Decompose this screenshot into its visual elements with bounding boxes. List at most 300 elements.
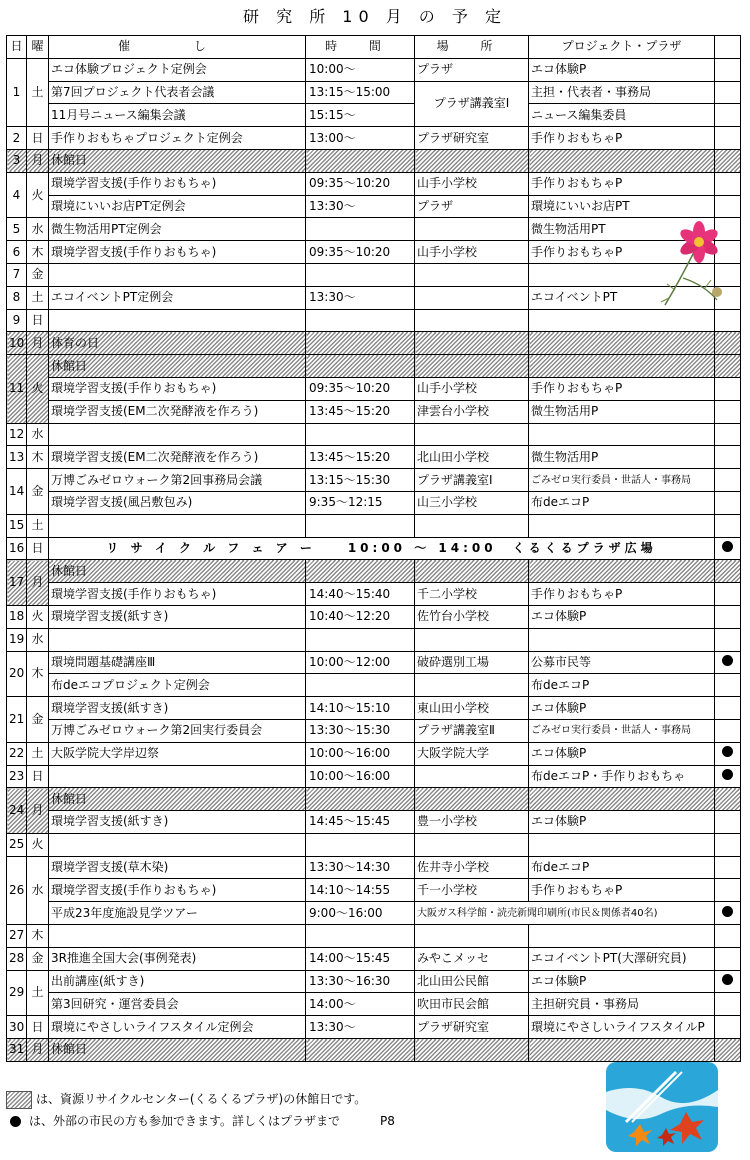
day-cell: 20 bbox=[7, 651, 27, 697]
project-cell: 布deエコP bbox=[529, 491, 715, 514]
project-cell: ごみゼロ実行委員・世話人・事務局 bbox=[529, 719, 715, 742]
table-row bbox=[7, 947, 741, 970]
time-cell bbox=[306, 925, 415, 948]
table-row bbox=[7, 218, 741, 241]
time-cell: 9:35～12:15 bbox=[306, 491, 415, 514]
project-cell: ごみゼロ実行委員・世話人・事務局 bbox=[529, 469, 715, 492]
time-cell bbox=[306, 218, 415, 241]
table-row bbox=[7, 377, 741, 400]
day-cell: 21 bbox=[7, 697, 27, 743]
time-cell bbox=[306, 149, 415, 172]
day-cell: 17 bbox=[7, 560, 27, 606]
place-cell: プラザ講義室Ⅱ bbox=[415, 719, 529, 742]
day-cell: 23 bbox=[7, 765, 27, 788]
event-cell bbox=[49, 833, 306, 856]
header-day: 日 bbox=[7, 36, 27, 59]
dot-cell bbox=[715, 423, 741, 446]
day-cell: 8 bbox=[7, 286, 27, 309]
event-cell: 休館日 bbox=[49, 355, 306, 378]
event-cell: 環境にやさしいライフスタイル定例会 bbox=[49, 1016, 306, 1039]
weekday-cell: 火 bbox=[27, 605, 49, 628]
dot-cell bbox=[715, 58, 741, 81]
dot-cell bbox=[715, 925, 741, 948]
event-cell: 休館日 bbox=[49, 788, 306, 811]
dot-cell bbox=[715, 947, 741, 970]
event-cell: 第7回プロジェクト代表者会議 bbox=[49, 81, 306, 104]
time-cell bbox=[306, 788, 415, 811]
place-cell bbox=[415, 788, 529, 811]
event-cell: 休館日 bbox=[49, 560, 306, 583]
project-cell: エコ体験P bbox=[529, 605, 715, 628]
page-title: 研 究 所 10 月 の 予 定 bbox=[243, 7, 507, 26]
project-cell: 手作りおもちゃP bbox=[529, 172, 715, 195]
dot-cell bbox=[715, 1016, 741, 1039]
time-cell: 10:00～16:00 bbox=[306, 742, 415, 765]
dot-cell bbox=[715, 833, 741, 856]
time-cell: 13:30～ bbox=[306, 1016, 415, 1039]
place-cell bbox=[415, 286, 529, 309]
table-row bbox=[7, 537, 741, 560]
place-cell: プラザ講義室Ⅰ bbox=[415, 469, 529, 492]
weekday-cell: 土 bbox=[27, 742, 49, 765]
day-cell: 24 bbox=[7, 788, 27, 834]
time-cell bbox=[306, 263, 415, 286]
weekday-cell: 土 bbox=[27, 286, 49, 309]
weekday-cell: 日 bbox=[27, 309, 49, 332]
event-cell: 布deエコプロジェクト定例会 bbox=[49, 674, 306, 697]
day-cell: 19 bbox=[7, 628, 27, 651]
dot-cell bbox=[715, 970, 741, 993]
table-row bbox=[7, 400, 741, 423]
project-cell bbox=[529, 788, 715, 811]
dot-cell bbox=[715, 811, 741, 834]
page-number: P8 bbox=[380, 1114, 395, 1128]
table-row bbox=[7, 674, 741, 697]
time-cell: 13:45～15:20 bbox=[306, 446, 415, 469]
event-cell bbox=[49, 263, 306, 286]
weekday-cell: 木 bbox=[27, 446, 49, 469]
event-cell: 環境学習支援(風呂敷包み) bbox=[49, 491, 306, 514]
project-cell: 手作りおもちゃP bbox=[529, 241, 715, 264]
table-row bbox=[7, 491, 741, 514]
place-cell: 山手小学校 bbox=[415, 377, 529, 400]
table-row bbox=[7, 149, 741, 172]
day-cell: 31 bbox=[7, 1039, 27, 1062]
weekday-cell: 月 bbox=[27, 560, 49, 606]
event-cell: 環境学習支援(手作りおもちゃ) bbox=[49, 583, 306, 606]
table-row bbox=[7, 993, 741, 1016]
dot-cell bbox=[715, 332, 741, 355]
project-cell: 公募市民等 bbox=[529, 651, 715, 674]
weekday-cell: 日 bbox=[27, 765, 49, 788]
table-row bbox=[7, 127, 741, 150]
project-cell bbox=[529, 1039, 715, 1062]
weekday-cell: 金 bbox=[27, 469, 49, 515]
place-cell: 大阪ガス科学館・読売新聞印刷所(市民＆関係者40名) bbox=[415, 902, 715, 925]
day-cell: 25 bbox=[7, 833, 27, 856]
time-cell: 14:10～15:10 bbox=[306, 697, 415, 720]
hatch-swatch bbox=[6, 1091, 32, 1109]
table-row bbox=[7, 902, 741, 925]
dot-cell bbox=[715, 1039, 741, 1062]
day-cell: 18 bbox=[7, 605, 27, 628]
dot-cell bbox=[715, 993, 741, 1016]
day-cell: 28 bbox=[7, 947, 27, 970]
project-cell: 微生物活用P bbox=[529, 446, 715, 469]
weekday-cell: 月 bbox=[27, 149, 49, 172]
place-cell bbox=[415, 560, 529, 583]
place-cell: 破砕選別工場 bbox=[415, 651, 529, 674]
time-cell bbox=[306, 423, 415, 446]
weekday-cell: 月 bbox=[27, 332, 49, 355]
dot-cell bbox=[715, 856, 741, 879]
table-row bbox=[7, 332, 741, 355]
time-cell bbox=[306, 1039, 415, 1062]
place-cell: プラザ bbox=[415, 195, 529, 218]
table-row bbox=[7, 286, 741, 309]
dot-cell bbox=[715, 742, 741, 765]
day-cell: 2 bbox=[7, 127, 27, 150]
time-cell: 13:30～ bbox=[306, 195, 415, 218]
weekday-cell: 金 bbox=[27, 263, 49, 286]
time-cell: 14:00～15:45 bbox=[306, 947, 415, 970]
day-cell: 1 bbox=[7, 58, 27, 126]
event-cell: 大阪学院大学岸辺祭 bbox=[49, 742, 306, 765]
time-cell: 10:00～ bbox=[306, 58, 415, 81]
project-cell bbox=[529, 355, 715, 378]
time-cell: 09:35～10:20 bbox=[306, 241, 415, 264]
day-cell: 9 bbox=[7, 309, 27, 332]
fair-banner: リ サ イ ク ル フ ェ ア ー 10:00 ～ 14:00 くるくるプラザ広場 bbox=[49, 537, 715, 560]
table-row bbox=[7, 58, 741, 81]
dot-cell bbox=[715, 81, 741, 104]
time-cell: 13:30～16:30 bbox=[306, 970, 415, 993]
legend-closed: は、資源リサイクルセンター(くるくるプラザ)の休館日です。 bbox=[6, 1088, 395, 1110]
weekday-cell: 水 bbox=[27, 628, 49, 651]
time-cell bbox=[306, 514, 415, 537]
table-row bbox=[7, 856, 741, 879]
project-cell bbox=[529, 833, 715, 856]
project-cell: エコイベントPT(大澤研究員) bbox=[529, 947, 715, 970]
event-cell: 体育の日 bbox=[49, 332, 306, 355]
dot-cell bbox=[715, 537, 741, 560]
event-cell: 環境学習支援(手作りおもちゃ) bbox=[49, 879, 306, 902]
table-row bbox=[7, 446, 741, 469]
place-cell: 山手小学校 bbox=[415, 241, 529, 264]
day-cell: 27 bbox=[7, 925, 27, 948]
dot-cell bbox=[715, 674, 741, 697]
place-cell: 山三小学校 bbox=[415, 491, 529, 514]
table-row bbox=[7, 925, 741, 948]
day-cell: 12 bbox=[7, 423, 27, 446]
dot-cell bbox=[715, 491, 741, 514]
time-cell: 14:45～15:45 bbox=[306, 811, 415, 834]
dot-cell bbox=[715, 765, 741, 788]
table-row bbox=[7, 81, 741, 104]
weekday-cell: 火 bbox=[27, 833, 49, 856]
dot-cell bbox=[715, 514, 741, 537]
event-cell: 休館日 bbox=[49, 1039, 306, 1062]
project-cell: 布deエコP bbox=[529, 856, 715, 879]
header-weekday: 曜 bbox=[27, 36, 49, 59]
project-cell: 微生物活用P bbox=[529, 400, 715, 423]
place-cell: 佐井寺小学校 bbox=[415, 856, 529, 879]
weekday-cell: 土 bbox=[27, 970, 49, 1016]
time-cell: 13:15～15:00 bbox=[306, 81, 415, 104]
project-cell: 布deエコP・手作りおもちゃ bbox=[529, 765, 715, 788]
table-row bbox=[7, 560, 741, 583]
event-cell bbox=[49, 309, 306, 332]
weekday-cell: 日 bbox=[27, 1016, 49, 1039]
place-cell: 北山田小学校 bbox=[415, 446, 529, 469]
project-cell: 手作りおもちゃP bbox=[529, 583, 715, 606]
cosmos-flower-image bbox=[655, 220, 735, 310]
place-cell: プラザ研究室 bbox=[415, 1016, 529, 1039]
weekday-cell: 日 bbox=[27, 127, 49, 150]
table-row bbox=[7, 765, 741, 788]
project-cell bbox=[529, 332, 715, 355]
participation-dot-icon bbox=[722, 746, 733, 757]
project-cell: 手作りおもちゃP bbox=[529, 377, 715, 400]
dot-cell bbox=[715, 560, 741, 583]
day-cell: 26 bbox=[7, 856, 27, 924]
participation-dot-icon bbox=[722, 769, 733, 780]
place-cell: 山手小学校 bbox=[415, 172, 529, 195]
table-row bbox=[7, 423, 741, 446]
table-row bbox=[7, 697, 741, 720]
time-cell bbox=[306, 833, 415, 856]
project-cell: 主担・代表者・事務局 bbox=[529, 81, 715, 104]
project-cell: エコ体験P bbox=[529, 811, 715, 834]
weekday-cell: 土 bbox=[27, 58, 49, 126]
header-place: 場 所 bbox=[415, 36, 529, 59]
table-row bbox=[7, 811, 741, 834]
event-cell: エコイベントPT定例会 bbox=[49, 286, 306, 309]
event-cell bbox=[49, 514, 306, 537]
event-cell: 環境学習支援(紙すき) bbox=[49, 605, 306, 628]
table-row bbox=[7, 469, 741, 492]
day-cell: 22 bbox=[7, 742, 27, 765]
weekday-cell: 金 bbox=[27, 697, 49, 743]
participation-dot-icon bbox=[722, 541, 733, 552]
time-cell: 09:35～10:20 bbox=[306, 377, 415, 400]
place-cell: 北山田公民館 bbox=[415, 970, 529, 993]
place-cell bbox=[415, 765, 529, 788]
table-row bbox=[7, 172, 741, 195]
place-cell: 千二小学校 bbox=[415, 583, 529, 606]
project-cell: 布deエコP bbox=[529, 674, 715, 697]
event-cell bbox=[49, 423, 306, 446]
place-cell bbox=[415, 218, 529, 241]
header-project: プロジェクト・プラザ bbox=[529, 36, 715, 59]
time-cell: 10:00～12:00 bbox=[306, 651, 415, 674]
day-cell: 6 bbox=[7, 241, 27, 264]
dot-cell bbox=[715, 583, 741, 606]
place-cell: 千一小学校 bbox=[415, 879, 529, 902]
event-cell bbox=[49, 765, 306, 788]
place-cell: プラザ bbox=[415, 58, 529, 81]
header-row bbox=[7, 36, 741, 59]
table-row bbox=[7, 628, 741, 651]
time-cell: 14:10～14:55 bbox=[306, 879, 415, 902]
table-row bbox=[7, 719, 741, 742]
event-cell: 環境学習支援(EM二次発酵液を作ろう) bbox=[49, 400, 306, 423]
time-cell bbox=[306, 628, 415, 651]
event-cell: 微生物活用PT定例会 bbox=[49, 218, 306, 241]
event-cell: 3R推進全国大会(事例発表) bbox=[49, 947, 306, 970]
event-cell: 環境問題基礎講座Ⅲ bbox=[49, 651, 306, 674]
project-cell: ニュース編集委員 bbox=[529, 104, 715, 127]
time-cell: 10:40～12:20 bbox=[306, 605, 415, 628]
weekday-cell: 水 bbox=[27, 423, 49, 446]
dot-cell bbox=[715, 719, 741, 742]
table-row bbox=[7, 651, 741, 674]
project-cell: エコ体験P bbox=[529, 697, 715, 720]
place-cell: 津雲台小学校 bbox=[415, 400, 529, 423]
weekday-cell: 月 bbox=[27, 1039, 49, 1062]
project-cell: エコイベントPT bbox=[529, 286, 715, 309]
day-cell: 11 bbox=[7, 355, 27, 423]
dot-cell bbox=[715, 309, 741, 332]
dot-cell bbox=[715, 377, 741, 400]
dot-cell bbox=[715, 400, 741, 423]
event-cell: 11月号ニュース編集会議 bbox=[49, 104, 306, 127]
time-cell: 10:00～16:00 bbox=[306, 765, 415, 788]
event-cell: 環境学習支援(草木染) bbox=[49, 856, 306, 879]
place-cell bbox=[415, 355, 529, 378]
table-row bbox=[7, 788, 741, 811]
weekday-cell: 木 bbox=[27, 651, 49, 697]
day-cell: 4 bbox=[7, 172, 27, 218]
place-cell bbox=[415, 833, 529, 856]
time-cell: 09:35～10:20 bbox=[306, 172, 415, 195]
project-cell: 微生物活用PT bbox=[529, 218, 715, 241]
table-row bbox=[7, 879, 741, 902]
weekday-cell: 金 bbox=[27, 947, 49, 970]
time-cell: 13:00～ bbox=[306, 127, 415, 150]
event-cell: 出前講座(紙すき) bbox=[49, 970, 306, 993]
weekday-cell: 土 bbox=[27, 514, 49, 537]
place-cell: プラザ講義室Ⅰ bbox=[415, 81, 529, 127]
place-cell: みやこメッセ bbox=[415, 947, 529, 970]
project-cell: 手作りおもちゃP bbox=[529, 127, 715, 150]
project-cell bbox=[529, 149, 715, 172]
day-cell: 13 bbox=[7, 446, 27, 469]
dot-cell bbox=[715, 355, 741, 378]
day-cell: 14 bbox=[7, 469, 27, 515]
participation-dot-icon bbox=[722, 655, 733, 666]
project-cell: エコ体験P bbox=[529, 970, 715, 993]
event-cell: 環境学習支援(紙すき) bbox=[49, 811, 306, 834]
event-cell: 休館日 bbox=[49, 149, 306, 172]
time-cell: 14:40～15:40 bbox=[306, 583, 415, 606]
dot-cell bbox=[715, 127, 741, 150]
dot-cell bbox=[715, 651, 741, 674]
time-cell: 13:15～15:30 bbox=[306, 469, 415, 492]
time-cell: 9:00～16:00 bbox=[306, 902, 415, 925]
dot-cell bbox=[715, 605, 741, 628]
place-cell: 豊一小学校 bbox=[415, 811, 529, 834]
weekday-cell: 水 bbox=[27, 856, 49, 924]
place-cell bbox=[415, 332, 529, 355]
dot-cell bbox=[715, 788, 741, 811]
table-row bbox=[7, 1016, 741, 1039]
project-cell: 手作りおもちゃP bbox=[529, 879, 715, 902]
event-cell: 環境学習支援(手作りおもちゃ) bbox=[49, 377, 306, 400]
place-cell: 大阪学院大学 bbox=[415, 742, 529, 765]
dot-cell bbox=[715, 628, 741, 651]
project-cell bbox=[529, 423, 715, 446]
event-cell: 第3回研究・運営委員会 bbox=[49, 993, 306, 1016]
place-cell bbox=[415, 628, 529, 651]
time-cell: 15:15～ bbox=[306, 104, 415, 127]
day-cell: 16 bbox=[7, 537, 27, 560]
time-cell: 14:00～ bbox=[306, 993, 415, 1016]
event-cell: 環境学習支援(手作りおもちゃ) bbox=[49, 241, 306, 264]
schedule-table bbox=[6, 35, 741, 1062]
table-row bbox=[7, 514, 741, 537]
event-cell: 手作りおもちゃプロジェクト定例会 bbox=[49, 127, 306, 150]
event-cell: 環境学習支援(手作りおもちゃ) bbox=[49, 172, 306, 195]
table-row bbox=[7, 605, 741, 628]
table-row bbox=[7, 355, 741, 378]
place-cell: 東山田小学校 bbox=[415, 697, 529, 720]
time-cell bbox=[306, 560, 415, 583]
event-cell: 環境学習支援(紙すき) bbox=[49, 697, 306, 720]
event-cell: 環境学習支援(EM二次発酵液を作ろう) bbox=[49, 446, 306, 469]
day-cell: 10 bbox=[7, 332, 27, 355]
dot-cell bbox=[715, 195, 741, 218]
weekday-cell: 木 bbox=[27, 925, 49, 948]
dot-cell bbox=[715, 469, 741, 492]
time-cell bbox=[306, 674, 415, 697]
day-cell: 15 bbox=[7, 514, 27, 537]
legend bbox=[6, 1088, 395, 1132]
project-cell: 環境にやさしいライフスタイルP bbox=[529, 1016, 715, 1039]
legend-dot: は、外部の市民の方も参加できます。詳しくはプラザまで P8 bbox=[6, 1110, 395, 1132]
time-cell bbox=[306, 309, 415, 332]
event-cell: 万博ごみゼロウォーク第2回事務局会議 bbox=[49, 469, 306, 492]
place-cell bbox=[415, 514, 529, 537]
dot-cell bbox=[715, 172, 741, 195]
time-cell: 13:30～15:30 bbox=[306, 719, 415, 742]
place-cell: 吹田市民会館 bbox=[415, 993, 529, 1016]
table-row bbox=[7, 195, 741, 218]
table-row bbox=[7, 833, 741, 856]
weekday-cell: 月 bbox=[27, 788, 49, 834]
time-cell: 13:30～14:30 bbox=[306, 856, 415, 879]
place-cell bbox=[415, 423, 529, 446]
day-cell: 30 bbox=[7, 1016, 27, 1039]
participation-dot-icon bbox=[722, 906, 733, 917]
project-cell: エコ体験P bbox=[529, 58, 715, 81]
weekday-cell: 木 bbox=[27, 241, 49, 264]
table-row bbox=[7, 309, 741, 332]
place-cell: プラザ研究室 bbox=[415, 127, 529, 150]
table-row bbox=[7, 104, 741, 127]
project-cell bbox=[529, 560, 715, 583]
project-cell bbox=[529, 514, 715, 537]
place-cell bbox=[415, 309, 529, 332]
table-row bbox=[7, 241, 741, 264]
project-cell bbox=[529, 925, 715, 948]
table-row bbox=[7, 583, 741, 606]
place-cell bbox=[415, 1039, 529, 1062]
header-event: 催 し bbox=[49, 36, 306, 59]
weekday-cell: 水 bbox=[27, 218, 49, 241]
participation-dot-icon bbox=[722, 974, 733, 985]
day-cell: 5 bbox=[7, 218, 27, 241]
